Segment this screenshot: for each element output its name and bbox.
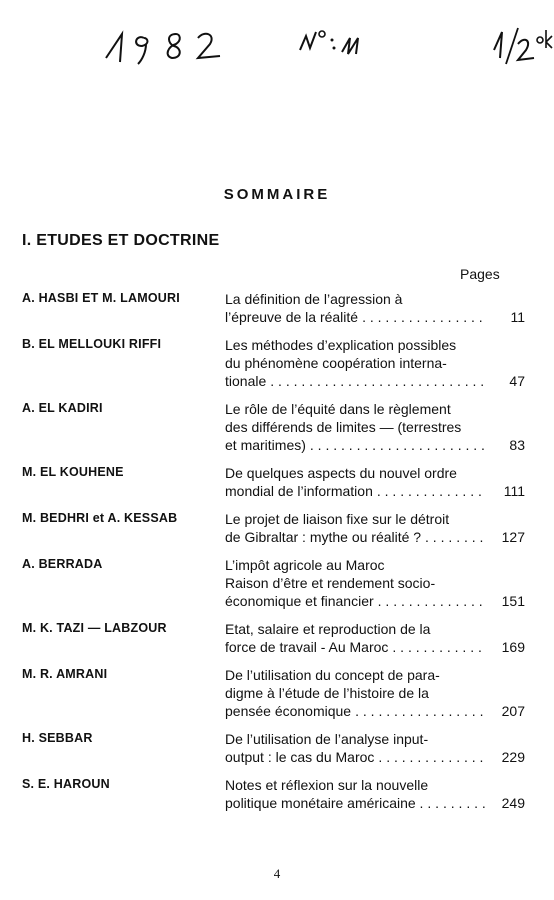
toc-entry-last-line <box>225 592 525 610</box>
toc-entry <box>22 620 525 656</box>
toc-entry-title <box>225 776 525 812</box>
toc-entry-title-line: politique monétaire américaine . . . <box>225 795 439 811</box>
toc-entry-last-line <box>225 638 525 656</box>
toc-entry-author: M. BEDHRI et A. KESSAB <box>22 511 178 525</box>
toc-entry-author: H. SEBBAR <box>22 731 93 745</box>
dot-leader <box>441 528 487 546</box>
toc-entry-title-line: mondial de l’information <box>225 483 373 499</box>
toc-entry <box>22 510 525 546</box>
toc-entry-title-line: L’impôt agricole au Maroc <box>225 557 385 573</box>
toc-entry-author: M. R. AMRANI <box>22 667 108 681</box>
toc-entry-title <box>225 556 525 610</box>
toc-entry-page: 83 <box>509 437 525 453</box>
toc-entry-author: S. E. HAROUN <box>22 777 110 791</box>
toc-entry-title-line: du phénomène coopération interna- <box>225 355 447 371</box>
toc-entry-page: 127 <box>501 529 525 545</box>
toc-entry <box>22 336 525 390</box>
toc-entry-title-line: l’épreuve de la réalité <box>225 309 359 325</box>
dot-leader <box>392 638 487 656</box>
dot-leader <box>270 372 487 390</box>
dot-leader <box>443 794 487 812</box>
toc-entry-title <box>225 730 525 766</box>
toc-entry-last-line <box>225 436 525 454</box>
dot-leader <box>310 436 487 454</box>
toc-entry-title <box>225 400 525 454</box>
toc-entry-title <box>225 464 525 500</box>
toc-entry-last-line <box>225 794 525 812</box>
dot-leader <box>355 702 487 720</box>
handwritten-year <box>100 22 230 72</box>
section-heading: I. ETUDES ET DOCTRINE <box>22 232 220 249</box>
table-of-contents <box>22 290 525 822</box>
toc-entry-title-line: Les méthodes d’explication possibles <box>225 337 457 353</box>
toc-entry <box>22 776 525 812</box>
toc-entry-page: 47 <box>509 373 525 389</box>
toc-entry <box>22 400 525 454</box>
toc-entry-title-line: Notes et réflexion sur la nouvelle <box>225 777 429 793</box>
dot-leader <box>378 748 487 766</box>
toc-entry-title-line: Le rôle de l’équité dans le règlement <box>225 401 451 417</box>
toc-entry-author: M. K. TAZI — LABZOUR <box>22 621 167 635</box>
dot-leader <box>378 592 487 610</box>
toc-entry-last-line <box>225 528 525 546</box>
toc-entry-title-line: output : le cas du Maroc <box>225 749 375 765</box>
toc-entry-title <box>225 620 525 656</box>
page-title: SOMMAIRE <box>223 186 331 203</box>
toc-entry-page: 169 <box>501 639 525 655</box>
toc-entry-title-line: La définition de l’agression à <box>225 291 403 307</box>
toc-entry <box>22 464 525 500</box>
toc-entry-title-line: de Gibraltar : mythe ou réalité ? . . <box>225 529 437 545</box>
toc-entry-last-line <box>225 748 525 766</box>
toc-entry-title <box>225 290 525 326</box>
toc-entry <box>22 290 525 326</box>
handwritten-number <box>296 22 386 66</box>
toc-entry-title <box>225 666 525 720</box>
toc-entry-title-line: Raison d’être et rendement socio- <box>225 575 436 591</box>
toc-entry-author: A. HASBI ET M. LAMOURI <box>22 291 180 305</box>
toc-entry-page: 249 <box>501 795 525 811</box>
toc-entry-last-line <box>225 372 525 390</box>
toc-entry-title-line: force de travail - Au Maroc <box>225 639 389 655</box>
toc-entry <box>22 666 525 720</box>
pages-column-label: Pages <box>460 266 500 282</box>
toc-entry-title-line: Etat, salaire et reproduction de la <box>225 621 431 637</box>
toc-entry-page: 111 <box>503 483 525 499</box>
toc-entry-last-line <box>225 308 525 326</box>
toc-entry-title-line: De quelques aspects du nouvel ordre <box>225 465 457 481</box>
toc-entry-author: A. BERRADA <box>22 557 103 571</box>
toc-entry-page: 11 <box>510 309 525 325</box>
toc-entry-title-line: et maritimes) <box>225 437 306 453</box>
toc-entry-title-line: tionale <box>225 373 267 389</box>
toc-entry-title-line: digme à l’étude de l’histoire de la <box>225 685 429 701</box>
dot-leader <box>377 482 487 500</box>
toc-entry-last-line <box>225 702 525 720</box>
toc-entry-author: A. EL KADIRI <box>22 401 103 415</box>
toc-entry <box>22 730 525 766</box>
dot-leader <box>362 308 487 326</box>
toc-entry-title-line: économique et financier <box>225 593 374 609</box>
toc-entry-page: 229 <box>501 749 525 765</box>
handwritten-corner <box>488 22 554 70</box>
page-number: 4 <box>273 866 281 881</box>
toc-entry-title-line: De l’utilisation du concept de para- <box>225 667 440 683</box>
toc-entry-title-line: Le projet de liaison fixe sur le détroit <box>225 511 450 527</box>
toc-entry-author: M. EL KOUHENE <box>22 465 124 479</box>
toc-entry-page: 151 <box>501 593 525 609</box>
toc-entry-title-line: De l’utilisation de l’analyse input- <box>225 731 429 747</box>
handwritten-annotations <box>0 22 554 82</box>
toc-entry-title-line: des différends de limites — (terrestres <box>225 419 462 435</box>
toc-entry <box>22 556 525 610</box>
toc-entry-page: 207 <box>501 703 525 719</box>
toc-entry-title <box>225 510 525 546</box>
toc-entry-title-line: pensée économique <box>225 703 352 719</box>
toc-entry-author: B. EL MELLOUKI RIFFI <box>22 337 162 351</box>
toc-entry-title <box>225 336 525 390</box>
toc-entry-last-line <box>225 482 525 500</box>
